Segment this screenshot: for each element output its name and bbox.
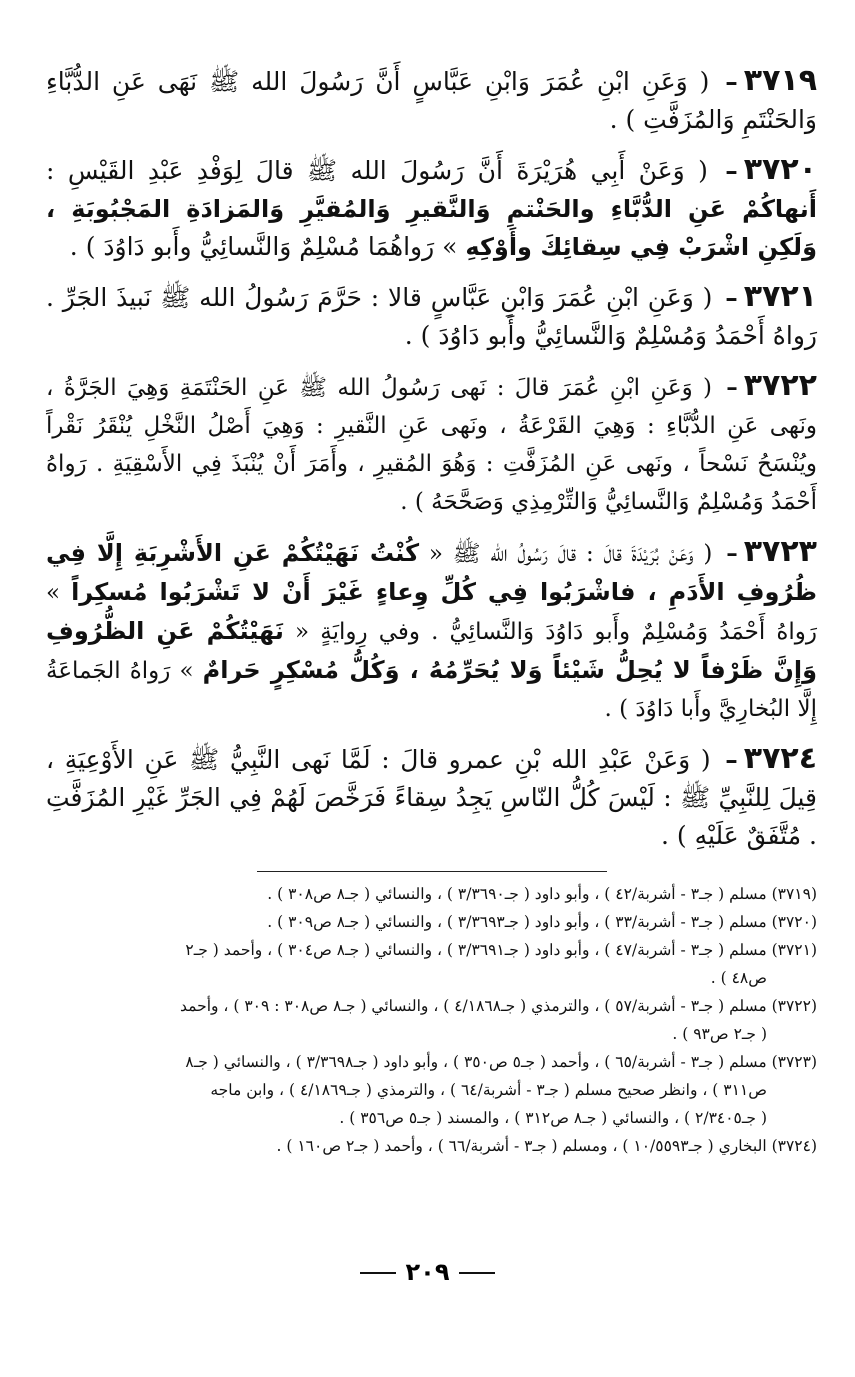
- hadith-number: ٣٧٢٤: [743, 741, 818, 776]
- hadith-quote: أَنهاكُمْ عَنِ الدُّبَّاءِ والحَنْتمِ وَالنَّقيرِ وَالمُقيَّرِ وَالمَزادَةِ المَجْبُوبَةِ ، وَلَكِنِ اشْرَبْ فِي سِقائِكَ وأَوْكِهِ: [46, 195, 817, 261]
- footnote-3722: [46, 992, 817, 1048]
- hadith-number: ٣٧٢١: [743, 279, 817, 314]
- footnote-line: (٣٧٢٤) البخاري ( جـ١٠/٥٥٩٣ ) ، ومسلم ( جـ٣ - أشربة/٦٦ ) ، وأحمد ( جـ٢ ص١٦٠ ) .: [276, 1137, 817, 1155]
- folio-bar-left: [360, 1272, 396, 1274]
- dash: –: [725, 67, 738, 96]
- hadith-segment: ( وَعَنِ ابْنِ عُمَرَ قالَ : نَهى رَسُولُ الله ﷺ عَنِ الحَنْتَمَةِ وَهِيَ الجَرَّةُ ، ونَهى عَنِ الدُّبَّاءِ : وَهِيَ القَرْعَةُ ، ونَهى عَنِ النَّقيرِ : وَهِيَ أَصْلُ النَّخْلِ يُنْقَرُ نَقْراً ويُنْسَحُ نَسْحاً ، ونَهى عَنِ المُزَفَّتِ : وَهُوَ المُقيرِ ، وأَمَرَ أَنْ يُنْبَذَ فِي الأَسْقِيَةِ . رَواهُ أَحْمَدُ وَمُسْلِمٌ وَالنَّسائِيُّ وَالتِّرْمِذِي وَصَحَّحَهُ ) .: [46, 375, 817, 515]
- footnote-3723: [46, 1048, 817, 1132]
- hadith-3719: [46, 62, 817, 139]
- hadith-text: [46, 67, 817, 134]
- hadith-quote: نَهَيْتُكُمْ عَنِ الظُّرُوفِ وَإِنَّ ظَرْفاً لا يُحِلُّ شَيْئاً وَلا يُحَرِّمُهُ ، وَكُلُّ مُسْكِرٍ حَرامٌ: [46, 617, 817, 684]
- hadith-number: ٣٧١٩: [743, 63, 818, 98]
- hadith-text: [46, 541, 817, 722]
- footnote-line: ( جـ٢/٣٤٠٥ ) ، والنسائي ( جـ٨ ص٣١٢ ) ، والمسند ( جـ٥ ص٣٥٦ ) .: [339, 1109, 767, 1127]
- footnote-line: ( جـ٢ ص٩٣ ) .: [672, 1025, 767, 1043]
- folio-bar-right: [459, 1272, 495, 1274]
- footnote-line: ص٤٨ ) .: [710, 969, 767, 987]
- hadith-segment: ( وَعَنِ ابْنِ عُمَرَ وَابْنِ عَبَّاسٍ أَنَّ رَسُولَ الله ﷺ نَهَى عَنِ الدُّبَّاءِ وَالحَنْتَمِ وَالمُزَفَّتِ ) .: [46, 67, 817, 134]
- footnote-3724: [46, 1132, 817, 1160]
- hadith-quote: كُنْتُ نَهَيْتُكُمْ عَنِ الأَشْرِبَةِ إِلَّا فِي ظُرُوفِ الأَدَمِ ، فاشْرَبُوا فِي كُلِّ وِعاءٍ غَيْرَ أَنْ لا تَشْرَبُوا مُسكِراً: [46, 539, 818, 606]
- footnote-3719: [46, 880, 817, 908]
- hadith-text: [46, 375, 817, 515]
- hadith-3722: [46, 367, 817, 521]
- hadith-segment: ( وَعَنْ عَبْدِ الله بْنِ عمرو قالَ : لَمَّا نَهى النَّبِيُّ ﷺ عَنِ الأَوْعِيَةِ ، قِيلَ لِلنَّبِيِّ ﷺ : لَيْسَ كُلُّ النّاسِ يَجِدُ سِقاءً فَرَخَّصَ لَهُمْ فِي الجَرِّ غَيْرِ المُزَفَّتِ . مُتَّفَقٌ عَلَيْهِ ) .: [46, 745, 817, 850]
- dash: –: [726, 374, 738, 401]
- footnote-line: (٣٧١٩) مسلم ( جـ٣ - أشربة/٤٢ ) ، وأبو داود ( جـ٣/٣٦٩٠ ) ، والنسائي ( جـ٨ ص٣٠٨ ) .: [267, 885, 817, 903]
- hadith-3723: [46, 533, 817, 728]
- hadith-list: [46, 62, 817, 855]
- hadith-segment: ( وَعَنْ أَبِي هُرَيْرَةَ أَنَّ رَسُولَ الله ﷺ قالَ لِوَفْدِ عَبْدِ القَيْسِ :: [46, 156, 708, 185]
- footnote-line: (٣٧٢٣) مسلم ( جـ٣ - أشربة/٦٥ ) ، وأحمد ( جـ٥ ص٣٥٠ ) ، وأبو داود ( جـ٣/٣٦٩٨ ) ، والنسائي ( جـ٨: [185, 1053, 817, 1071]
- dash: –: [725, 156, 738, 185]
- footnote-line: ص٣١١ ) ، وانظر صحيح مسلم ( جـ٣ - أشربة/٦٤ ) ، والترمذي ( جـ٤/١٨٦٩ ) ، وابن ماجه: [210, 1081, 767, 1099]
- page-number: [0, 1258, 855, 1286]
- hadith-number: ٣٧٢٣: [743, 534, 817, 569]
- page-number-text: ٢٠٩: [405, 1258, 450, 1286]
- hadith-segment: ( وَعَنِ ابْنِ عُمَرَ وَابْنِ عَبَّاسٍ قالا : حَرَّمَ رَسُولُ الله ﷺ نَبيذَ الجَرِّ . رَواهُ أَحْمَدُ وَمُسْلِمٌ وَالنَّسائِيُّ وأَبو دَاوُدَ ) .: [46, 283, 817, 350]
- hadith-3720: [46, 151, 817, 266]
- dash: –: [725, 745, 738, 774]
- footnote-line: (٣٧٢٠) مسلم ( جـ٣ - أشربة/٣٣ ) ، وأبو داود ( جـ٣/٣٦٩٣ ) ، والنسائي ( جـ٨ ص٣٠٩ ) .: [267, 913, 817, 931]
- hadith-number: ٣٧٢٢: [743, 368, 817, 403]
- hadith-segment: » رَواهُمَا مُسْلِمٌ وَالنَّسائِيُّ وأَبو دَاوُدَ ) .: [69, 232, 466, 261]
- hadith-text: [46, 283, 817, 350]
- hadith-text: [46, 156, 817, 261]
- footnote-line: (٣٧٢٢) مسلم ( جـ٣ - أشربة/٥٧ ) ، والترمذي ( جـ٤/١٨٦٨ ) ، والنسائي ( جـ٨ ص٣٠٨ : ٣٠٩ ) ، وأحمد: [180, 997, 817, 1015]
- hadith-number: ٣٧٢٠: [743, 152, 817, 187]
- hadith-segment: » رَواهُ أَحْمَدُ وَمُسْلِمٌ وأَبو دَاوُدَ وَالنَّسائِيُّ . وفي رِوايَةٍ «: [46, 580, 818, 645]
- dash: –: [725, 283, 738, 312]
- footnote-divider: [257, 871, 607, 872]
- hadith-segment: ( وَعَنْ بُرَيْدَةَ قالَ : قالَ رَسُولُ الله ﷺ «: [419, 541, 713, 567]
- hadith-3721: [46, 278, 817, 355]
- footnotes: [46, 880, 817, 1160]
- footnote-line: (٣٧٢١) مسلم ( جـ٣ - أشربة/٤٧ ) ، وأبو داود ( جـ٣/٣٦٩١ ) ، والنسائي ( جـ٨ ص٣٠٤ ) ، وأحمد ( جـ٢: [185, 941, 817, 959]
- hadith-text: [46, 745, 817, 850]
- hadith-3724: [46, 740, 817, 855]
- footnote-3721: [46, 936, 817, 992]
- footnote-3720: [46, 908, 817, 936]
- dash: –: [726, 540, 738, 567]
- hadith-segment: » رَواهُ الجَماعَةُ إِلَّا البُخارِيَّ وأَبا دَاوُدَ ) .: [46, 658, 817, 722]
